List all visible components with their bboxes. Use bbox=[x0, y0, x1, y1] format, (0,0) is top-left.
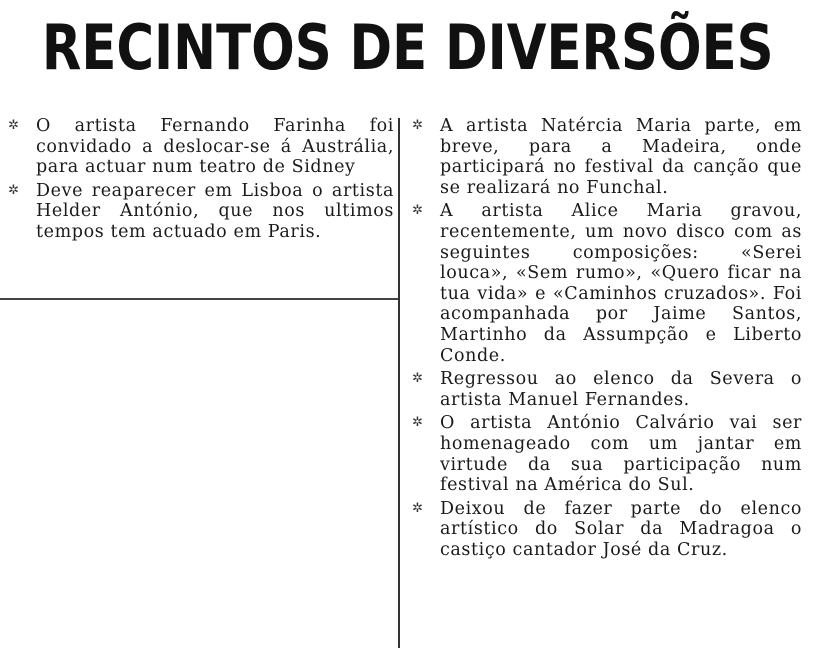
left-column-end-rule bbox=[0, 298, 398, 300]
left-column bbox=[6, 116, 394, 246]
headline-text: RECINTOS DE DIVERSÕES bbox=[41, 11, 774, 84]
asterisk-bullet-icon: ✲ bbox=[8, 118, 19, 133]
news-item-text: A artista Alice Maria gravou, recentemente, um novo disco com as seguintes composições: «Serei louca», «Sem rumo», «Quero ficar na tua vida» e «Caminhos cruzados». Foi acompanhada por Jaime Santos, Martinho da Assumpção e Liberto Conde. bbox=[440, 201, 802, 366]
news-item-text: O artista Fernando Farinha foi convidado a deslocar-se á Austrália, para actuar num teatro de Sidney bbox=[36, 116, 394, 178]
news-item bbox=[410, 201, 802, 366]
asterisk-bullet-icon: ✲ bbox=[412, 371, 423, 387]
asterisk-bullet-icon: ✲ bbox=[412, 500, 423, 516]
column-divider bbox=[398, 118, 400, 648]
news-item-text: Regressou ao elenco da Severa o artista Manuel Fernandes. bbox=[440, 369, 802, 410]
news-item bbox=[410, 413, 802, 495]
asterisk-bullet-icon: ✲ bbox=[412, 415, 423, 431]
news-item-text: Deve reaparecer em Lisboa o artista Helder António, que nos ultimos tempos tem actuado em Paris. bbox=[36, 180, 394, 242]
right-column bbox=[410, 116, 802, 563]
asterisk-bullet-icon: ✲ bbox=[8, 182, 19, 198]
news-item bbox=[410, 499, 802, 561]
news-item bbox=[6, 116, 394, 178]
asterisk-bullet-icon: ✲ bbox=[412, 118, 423, 133]
news-item bbox=[6, 181, 394, 243]
news-item-text: A artista Natércia Maria parte, em breve, para a Madeira, onde participará no festival da canção que se realizará no Funchal. bbox=[440, 116, 802, 198]
news-item bbox=[410, 369, 802, 410]
asterisk-bullet-icon: ✲ bbox=[412, 203, 423, 219]
headline bbox=[0, 2, 815, 94]
news-item-text: Deixou de fazer parte do elenco artístico do Solar da Madragoa o castiço cantador José da Cruz. bbox=[440, 498, 802, 560]
news-item bbox=[410, 116, 802, 198]
news-item-text: O artista António Calvário vai ser homenageado com um jantar em virtude da sua participação num festival na América do Sul. bbox=[440, 413, 802, 496]
